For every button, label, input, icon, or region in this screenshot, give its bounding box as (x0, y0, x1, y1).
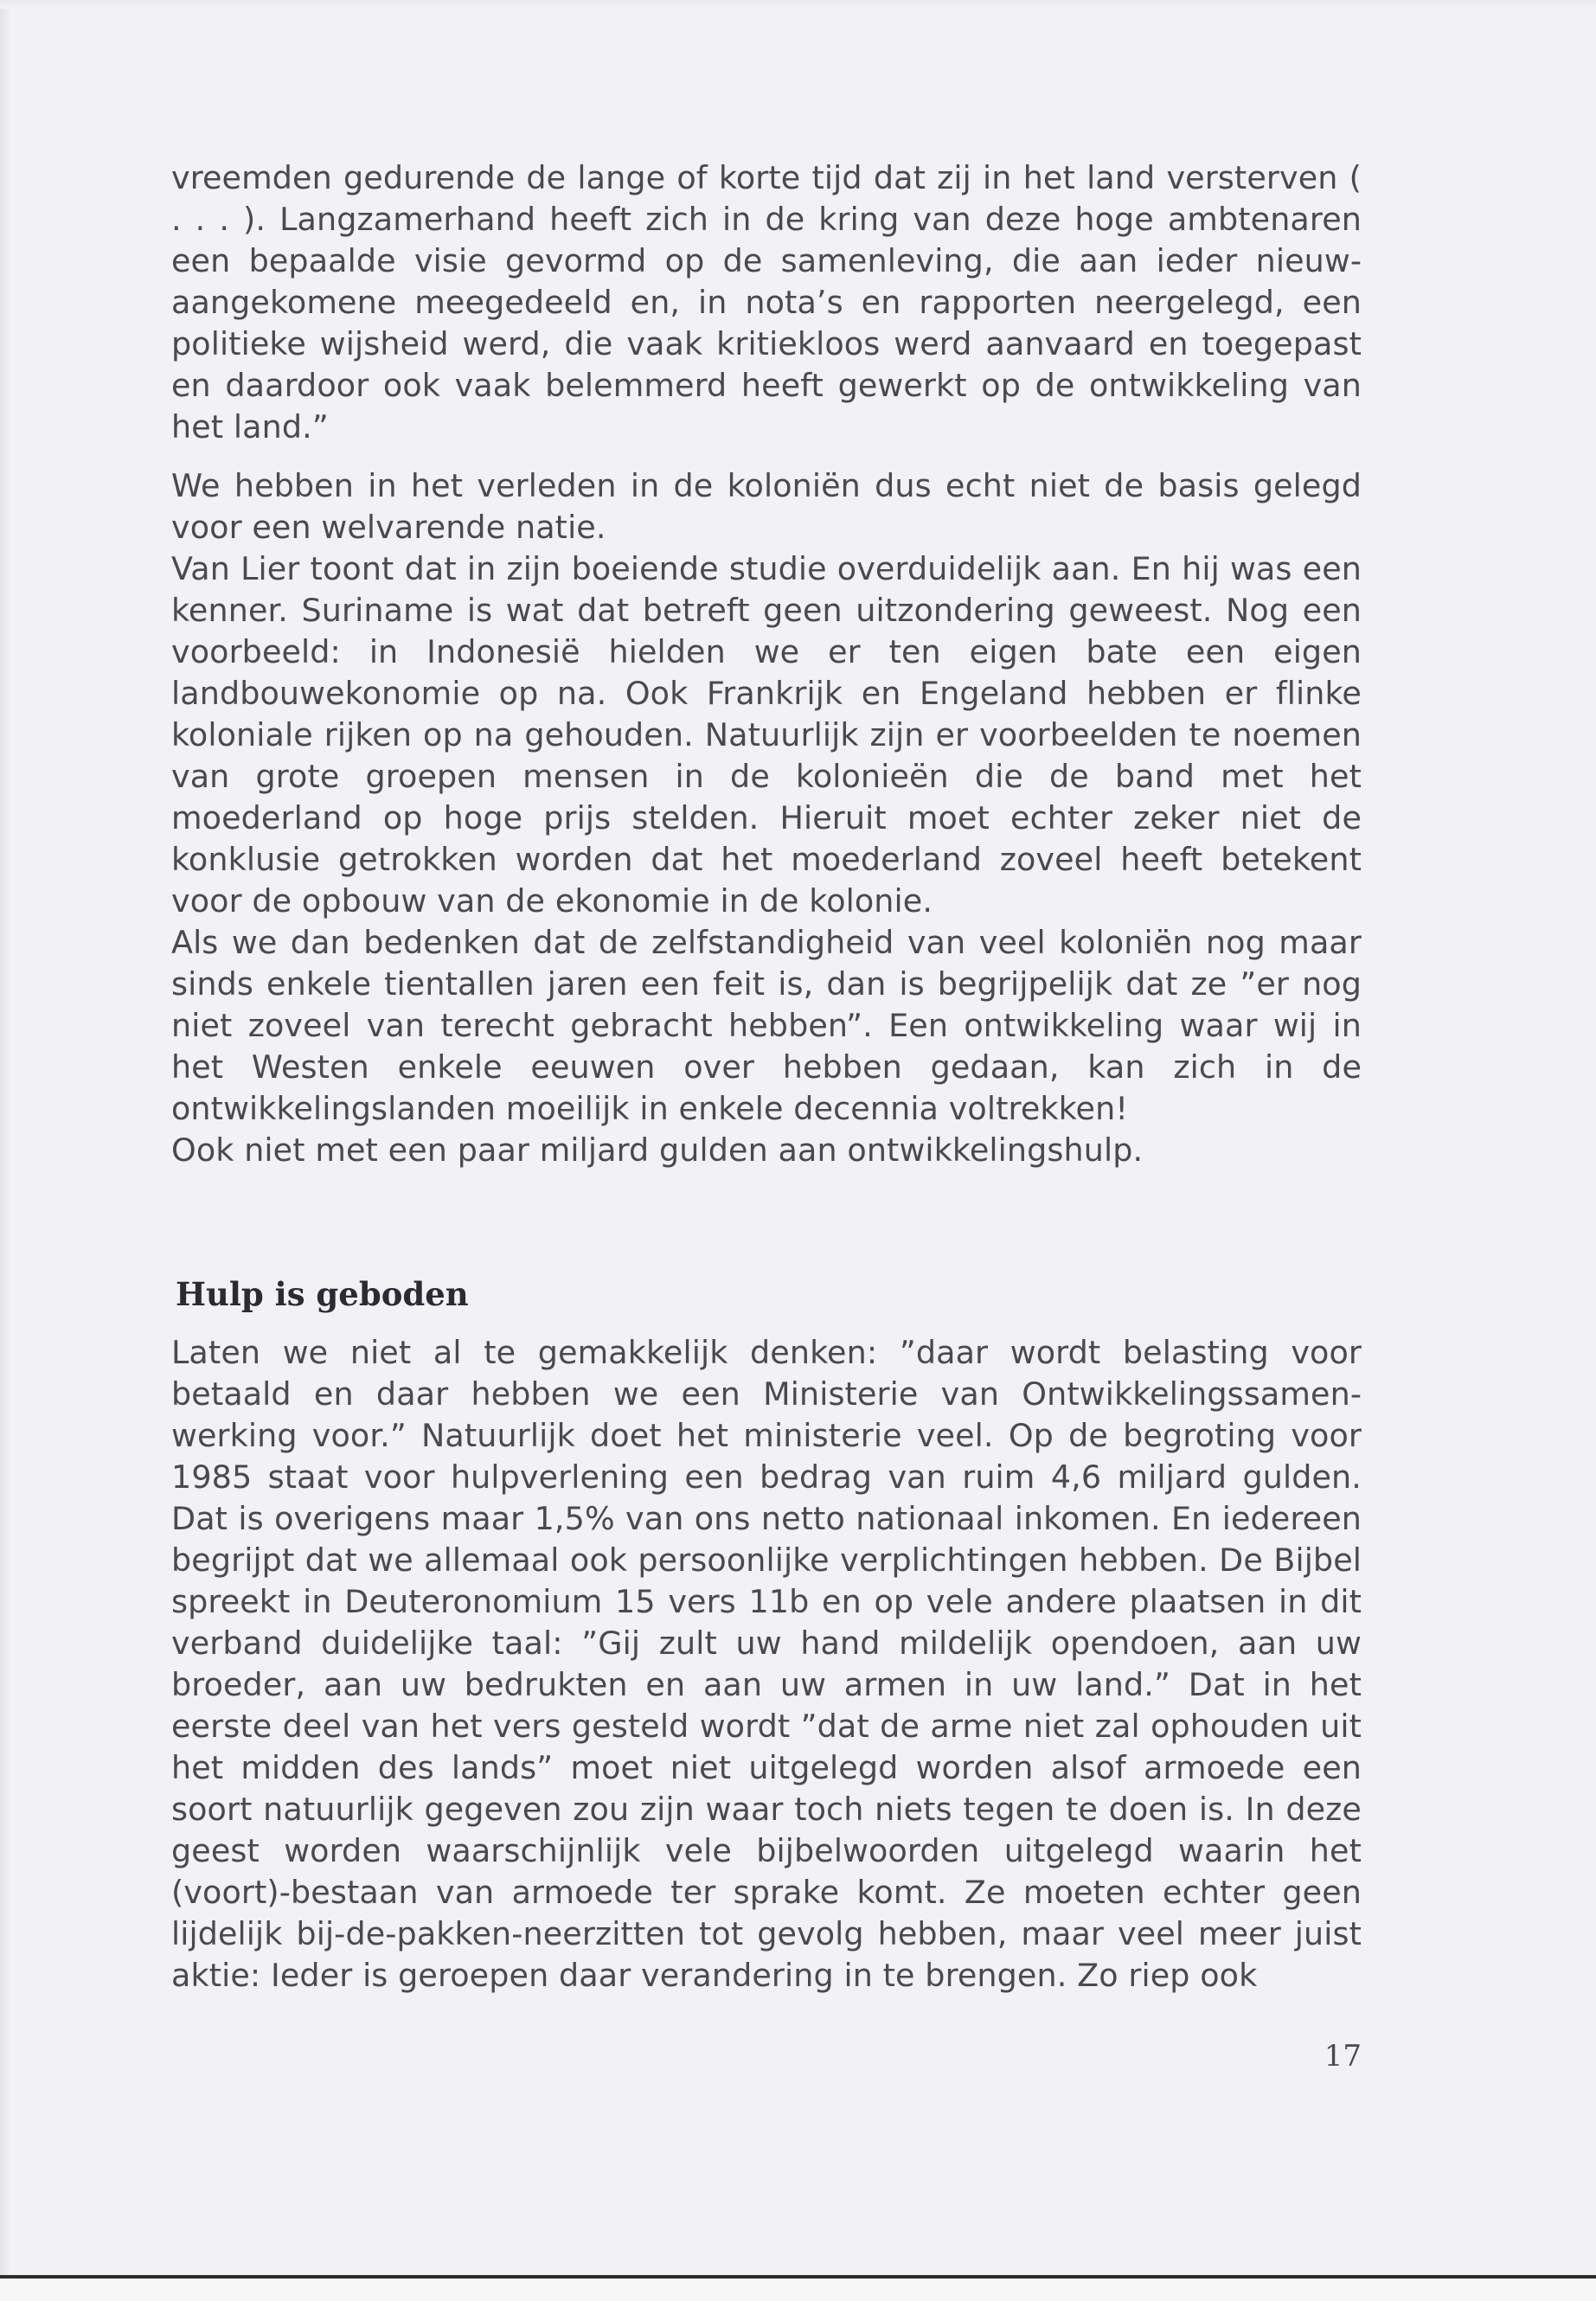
page-number: 17 (1324, 2039, 1362, 2073)
article-text-top (171, 157, 1362, 1171)
paragraph: We hebben in het verleden in de koloniën dus echt niet de basis gelegd voor een welvarende natie. (171, 467, 1362, 546)
paragraph: Als we dan bedenken dat de zelfstandigheid van veel koloniën nog maar sinds enkele tientallen jaren een feit is, dan is begrijpelijk dat ze ”er nog niet zoveel van terecht gebracht hebben”. Een ontwikkeling waar wij in het Westen enkele eeuwen over hebben gedaan, kan zich in de ontwikkelingslanden moeilijk in enkele decennia voltrekken! (171, 924, 1362, 1127)
article-text-bottom (171, 1332, 1362, 1997)
paragraph: Van Lier toont dat in zijn boeiende studie overduidelijk aan. En hij was een kenner. Suriname is wat dat betreft geen uitzondering geweest. Nog een voorbeeld: in Indonesië hielden we er ten eigen bate een eigen landbouwekonomie op na. Ook Frankrijk en Engeland hebben er flinke koloniale rijken op na gehouden. Natuurlijk zijn er voorbeelden te noemen van grote groepen mensen in de kolonieën die de band met het moederland op hoge prijs stelden. Hieruit moet echter zeker niet de konklusie getrokken worden dat het moederland zoveel heeft betekent voor de opbouw van de ekonomie in de kolonie. (171, 550, 1362, 920)
paragraph: Ook niet met een paar miljard gulden aan ontwikkelingshulp. (171, 1131, 1144, 1169)
page-below-area (0, 2279, 1596, 2301)
scan-left-edge (0, 0, 10, 2301)
section-heading: Hulp is geboden (176, 1275, 469, 1313)
scan-top-edge (0, 0, 1596, 9)
paragraph: vreemden gedurende de lange of korte tijd dat zij in het land versterven ( . . . ). Langzamerhand heeft zich in de kring van deze hoge ambtenaren een bepaalde visie gevormd op de samenleving, die aan ieder nieuwaangekomene meegedeeld en, in nota’s en rapporten neergelegd, een politieke wijsheid werd, die vaak kritiekloos werd aanvaard en toegepast en daardoor ook vaak belemmerd heeft gewerkt op de ontwikkeling van het land.” (171, 159, 1362, 445)
paragraph: Laten we niet al te gemakkelijk denken: ”daar wordt belasting voor betaald en daar hebben we een Ministerie van Ontwikkelingssamenwerking voor.” Natuurlijk doet het ministerie veel. Op de begroting voor 1985 staat voor hulpverlening een bedrag van ruim 4,6 miljard gulden. Dat is overigens maar 1,5% van ons netto nationaal inkomen. En iedereen begrijpt dat we allemaal ook persoonlijke verplichtingen hebben. De Bijbel spreekt in Deuteronomium 15 vers 11b en op vele andere plaatsen in dit verband duidelijke taal: ”Gij zult uw hand mildelijk opendoen, aan uw broeder, aan uw bedrukten en aan uw armen in uw land.” Dat in het eerste deel van het vers gesteld wordt ”dat de arme niet zal ophouden uit het midden des lands” moet niet uitgelegd worden alsof armoede een soort natuurlijk gegeven zou zijn waar toch niets tegen te doen is. In deze geest worden waarschijnlijk vele bijbelwoorden uitgelegd waarin het (voort)-bestaan van armoede ter sprake komt. Ze moeten echter geen lijdelijk bij-de-pakken-neerzitten tot gevolg hebben, maar veel meer juist aktie: Ieder is geroepen daar verandering in te brengen. Zo riep ook (171, 1334, 1362, 1994)
